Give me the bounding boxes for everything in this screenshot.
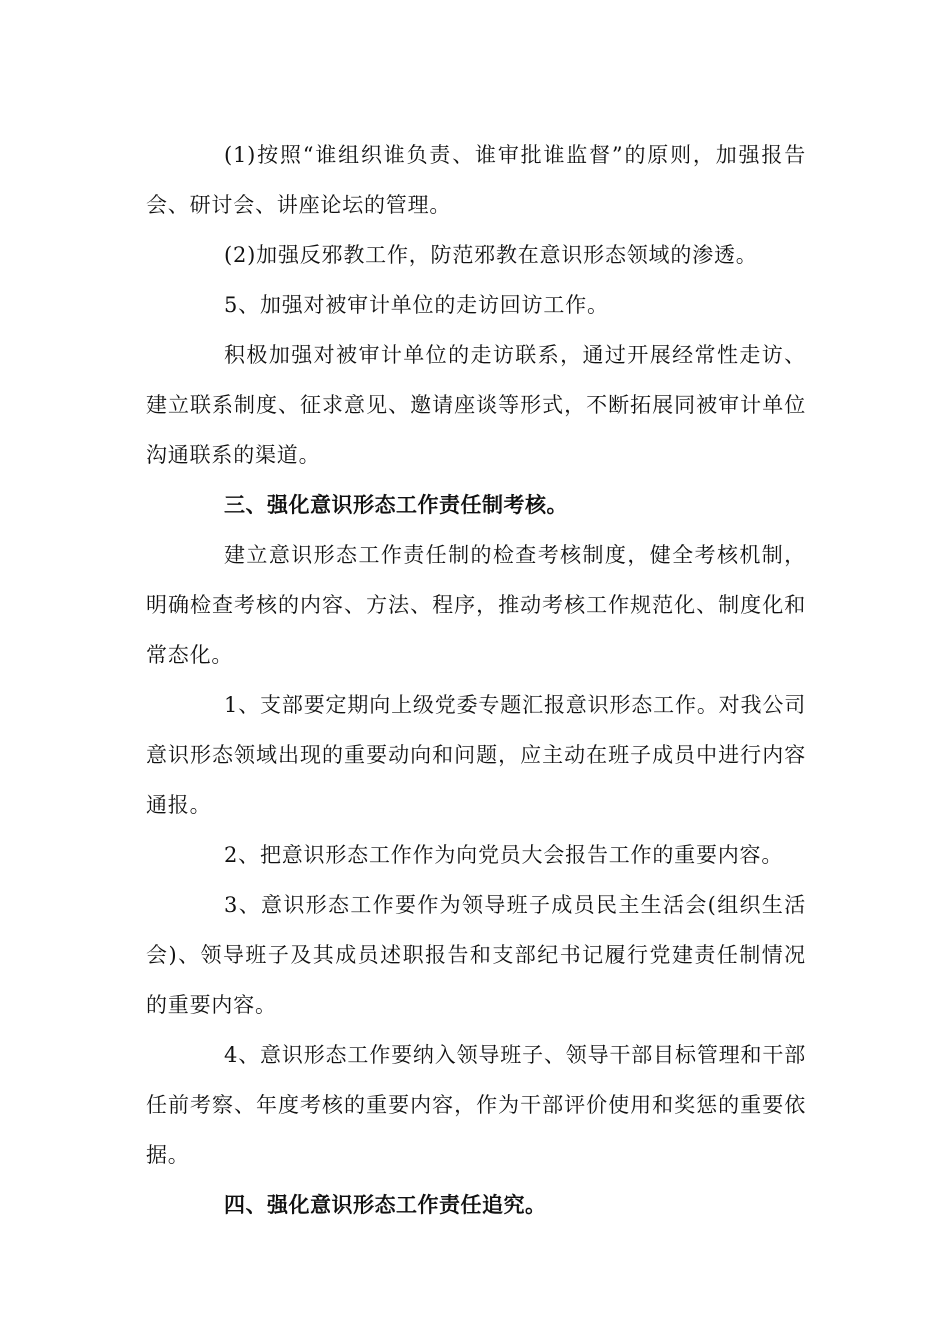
section-heading-4: 四、强化意识形态工作责任追究。 <box>224 1193 547 1217</box>
paragraph-anti-cult: (2)加强反邪教工作，防范邪教在意识形态领域的渗透。 <box>224 243 758 267</box>
paragraph-visit-contact: 积极加强对被审计单位的走访联系，通过开展经常性走访、建立联系制度、征求意见、邀请座谈等形式，不断拓展同被审计单位沟通联系的渠道。 <box>146 343 806 467</box>
paragraph-item-2: 2、把意识形态工作作为向党员大会报告工作的重要内容。 <box>224 843 784 867</box>
section-heading-3: 三、强化意识形态工作责任制考核。 <box>224 493 568 517</box>
paragraph-item-4: 4、意识形态工作要纳入领导班子、领导干部目标管理和干部任前考察、年度考核的重要内容，作为干部评价使用和奖惩的重要依据。 <box>146 1043 806 1167</box>
paragraph-assessment-system: 建立意识形态工作责任制的检查考核制度，健全考核机制，明确检查考核的内容、方法、程序，推动考核工作规范化、制度化和常态化。 <box>146 543 806 667</box>
paragraph-item-3: 3、意识形态工作要作为领导班子成员民主生活会(组织生活会)、领导班子及其成员述职报告和支部纪书记履行党建责任制情况的重要内容。 <box>146 893 806 1017</box>
paragraph-item-5: 5、加强对被审计单位的走访回访工作。 <box>224 293 609 317</box>
document-body <box>146 130 806 1230</box>
paragraph-lecture-management: (1)按照“谁组织谁负责、谁审批谁监督”的原则，加强报告会、研讨会、讲座论坛的管理。 <box>146 143 806 217</box>
paragraph-item-1: 1、支部要定期向上级党委专题汇报意识形态工作。对我公司意识形态领域出现的重要动向和问题，应主动在班子成员中进行内容通报。 <box>146 693 806 817</box>
